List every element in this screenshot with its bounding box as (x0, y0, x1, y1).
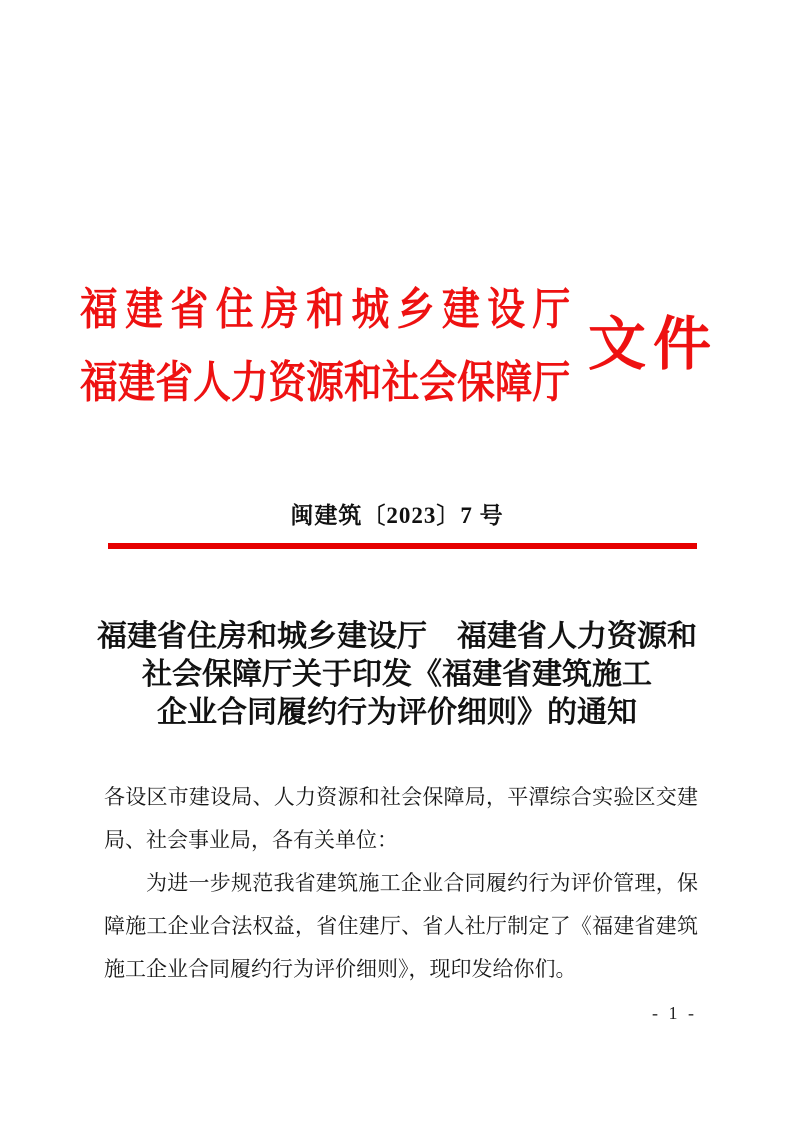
agency-name-line2: 福建省人力资源和社会保障厅 (80, 358, 571, 407)
document-title (0, 618, 794, 732)
salutation-paragraph: 各设区市建设局、人力资源和社会保障局，平潭综合实验区交建局、社会事业局，各有关单位： (104, 786, 698, 852)
red-divider (108, 543, 697, 549)
body-text (104, 776, 698, 991)
title-line-1: 福建省住房和城乡建设厅 福建省人力资源和 (97, 620, 697, 653)
letterhead (80, 273, 570, 419)
page-number: - 1 - (652, 1003, 697, 1023)
title-line-2: 社会保障厅关于印发《福建省建筑施工 (142, 658, 652, 691)
title-line-3: 企业合同履约行为评价细则》的通知 (157, 696, 637, 729)
document-label: 文件 (588, 312, 719, 377)
agency-name-line1: 福建省住房和城乡建设厅 (80, 285, 571, 334)
reference-number: 闽建筑〔2023〕7 号 (290, 503, 504, 528)
body-paragraph: 为进一步规范我省建筑施工企业合同履约行为评价管理，保障施工企业合法权益，省住建厅、省人社厅制定了《福建省建筑施工企业合同履约行为评价细则》，现印发给你们。 (104, 872, 698, 981)
